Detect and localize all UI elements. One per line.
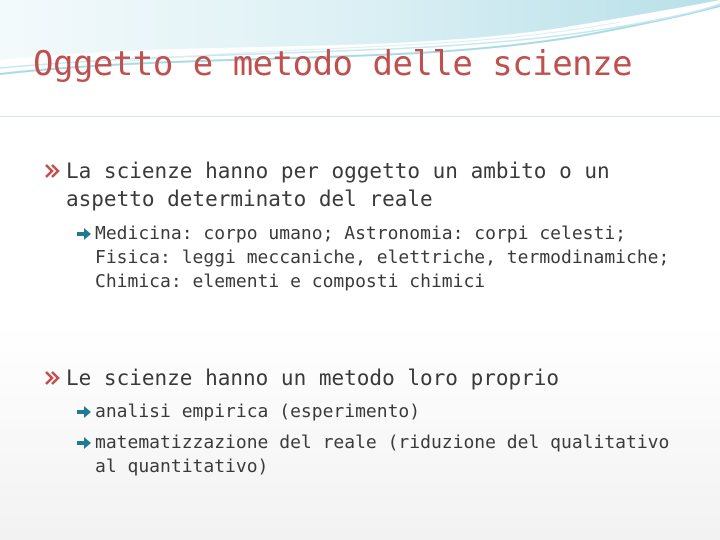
bullet-1-sub-1-text: Medicina: corpo umano; Astronomia: corpi celesti; Fisica: leggi meccaniche, elettriche, termodinamiche; Chimica: elementi e composti chimici bbox=[95, 223, 670, 292]
double-chevron-right-icon bbox=[44, 370, 62, 386]
arrow-right-icon bbox=[76, 435, 92, 451]
bullet-2-sub-2-text: matematizzazione del reale (riduzione del qualitativo al quantitativo) bbox=[95, 432, 670, 477]
bullet-1 bbox=[44, 157, 674, 213]
arrow-right-icon bbox=[76, 226, 92, 242]
bullet-2 bbox=[44, 364, 674, 392]
bullet-1-text: La scienze hanno per oggetto un ambito o un aspetto determinato del reale bbox=[66, 159, 610, 211]
bullet-1-sub-1 bbox=[76, 222, 676, 294]
bullet-2-sub-2 bbox=[76, 431, 676, 479]
slide-title: Oggetto e metodo delle scienze bbox=[33, 44, 633, 84]
bullet-2-text: Le scienze hanno un metodo loro proprio bbox=[66, 366, 560, 390]
bullet-2-sub-1 bbox=[76, 400, 676, 424]
bullet-2-sub-1-text: analisi empirica (esperimento) bbox=[95, 401, 421, 422]
arrow-right-icon bbox=[76, 404, 92, 420]
double-chevron-right-icon bbox=[44, 163, 62, 179]
